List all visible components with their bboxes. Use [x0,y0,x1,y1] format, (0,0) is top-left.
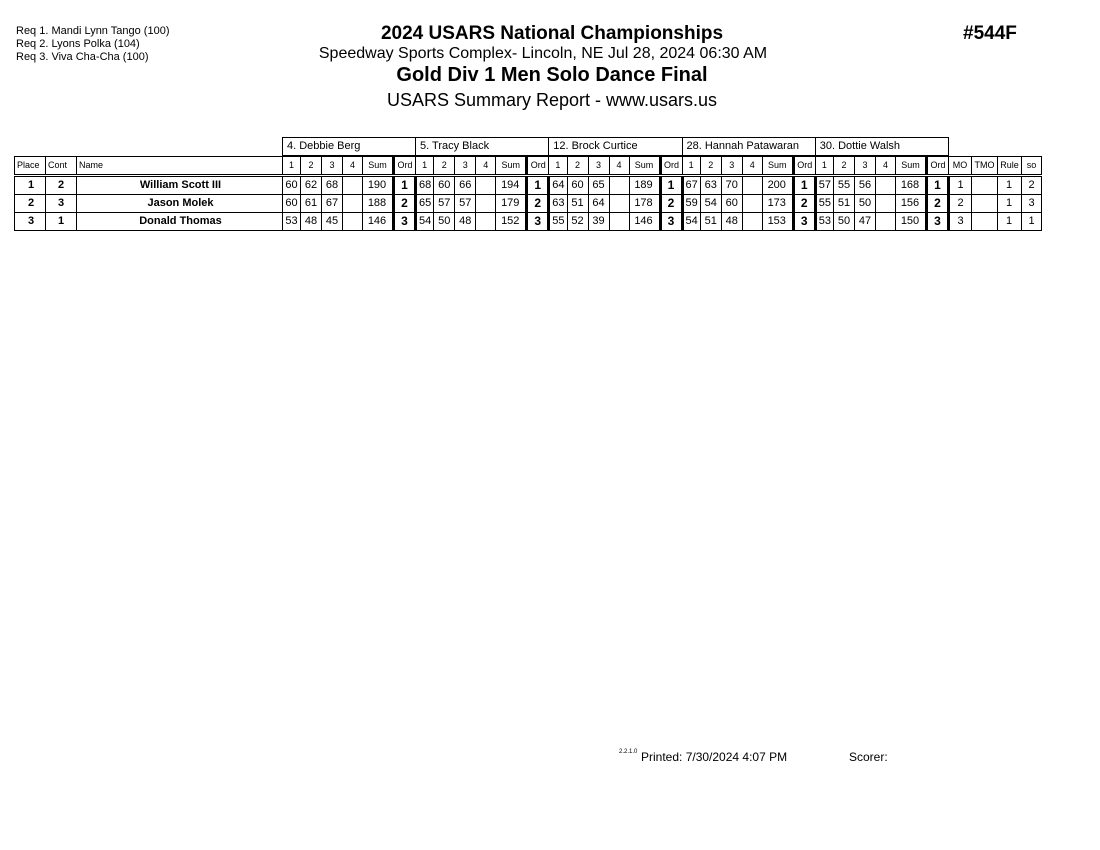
request-line-2: Req 2. Lyons Polka (104) [16,38,140,50]
score-cell [476,176,496,195]
contestant-number-cell: 3 [46,195,77,213]
col-header-judge-2-3: 3 [455,156,476,176]
score-cell: 60 [721,195,742,213]
col-header-judge-3-4: 4 [609,156,629,176]
score-cell: 48 [721,213,742,231]
ordinal-cell: 2 [394,195,416,213]
score-cell: 48 [455,213,476,231]
col-header-judge-5-1: 1 [815,156,833,176]
sum-cell: 146 [629,213,660,231]
score-cell: 68 [322,176,343,195]
score-cell: 70 [721,176,742,195]
sum-cell: 189 [629,176,660,195]
col-header-judge-3-1: 1 [549,156,567,176]
score-cell: 65 [588,176,609,195]
score-cell: 67 [682,176,700,195]
col-header-mo: MO [949,156,972,176]
score-cell [742,176,762,195]
place-cell: 3 [15,213,46,231]
ordinal-cell: 3 [660,213,682,231]
score-cell: 55 [549,213,567,231]
score-cell: 50 [434,213,455,231]
sum-cell: 190 [363,176,394,195]
col-header-judge-5-ord: Ord [927,156,949,176]
col-header-judge-1-2: 2 [301,156,322,176]
score-cell: 53 [815,213,833,231]
score-cell [742,195,762,213]
col-header-judge-2-1: 1 [416,156,434,176]
venue-line: Speedway Sports Complex- Lincoln, NE Jul 28, 2024 06:30 AM [318,45,768,62]
col-header-judge-1-3: 3 [322,156,343,176]
ordinal-cell: 2 [793,195,815,213]
col-header-judge-5-4: 4 [876,156,896,176]
col-header-judge-2-ord: Ord [527,156,549,176]
request-line-1: Req 1. Mandi Lynn Tango (100) [16,25,170,37]
mo-cell: 2 [949,195,972,213]
col-header-judge-4-3: 3 [721,156,742,176]
judge-name: 28. Hannah Patawaran [682,138,815,157]
col-header-judge-3-sum: Sum [629,156,660,176]
score-cell [609,176,629,195]
ordinal-cell: 2 [527,195,549,213]
ordinal-cell: 3 [927,213,949,231]
table-row [15,176,1042,195]
col-header-judge-3-2: 2 [567,156,588,176]
scorer-label: Scorer: [849,750,888,764]
col-header-name: Name [77,156,283,176]
table-row [15,213,1042,231]
score-cell: 45 [322,213,343,231]
score-cell [476,195,496,213]
sum-cell: 188 [363,195,394,213]
col-header-place: Place [15,156,46,176]
col-header-judge-2-2: 2 [434,156,455,176]
score-cell: 57 [434,195,455,213]
col-header-cont: Cont [46,156,77,176]
place-cell: 2 [15,195,46,213]
request-line-3: Req 3. Viva Cha-Cha (100) [16,51,149,63]
col-header-judge-1-sum: Sum [363,156,394,176]
score-cell: 39 [588,213,609,231]
score-cell: 55 [815,195,833,213]
ordinal-cell: 1 [927,176,949,195]
skater-name-cell: William Scott III [77,176,283,195]
score-cell [609,213,629,231]
judge-header-row [15,138,1042,157]
ordinal-cell: 3 [394,213,416,231]
score-cell: 52 [567,213,588,231]
judge-name: 12. Brock Curtice [549,138,682,157]
col-header-judge-4-2: 2 [700,156,721,176]
score-cell [609,195,629,213]
sum-cell: 194 [496,176,527,195]
score-cell: 51 [834,195,855,213]
score-cell: 48 [301,213,322,231]
judge-name: 30. Dottie Walsh [815,138,948,157]
col-header-judge-5-sum: Sum [896,156,927,176]
ordinal-cell: 1 [527,176,549,195]
col-header-judge-4-4: 4 [742,156,762,176]
score-cell [876,213,896,231]
ordinal-cell: 3 [793,213,815,231]
col-header-judge-1-1: 1 [283,156,301,176]
sum-cell: 178 [629,195,660,213]
col-header-judge-4-1: 1 [682,156,700,176]
sum-cell: 150 [896,213,927,231]
report-line: USARS Summary Report - www.usars.us [386,90,718,110]
score-cell: 56 [855,176,876,195]
event-title: Gold Div 1 Men Solo Dance Final [396,64,708,86]
score-cell: 60 [283,195,301,213]
score-cell: 59 [682,195,700,213]
score-cell: 63 [700,176,721,195]
score-cell [343,213,363,231]
col-header-judge-4-sum: Sum [762,156,793,176]
judge-name: 4. Debbie Berg [283,138,416,157]
col-header-so: so [1022,156,1042,176]
so-cell: 3 [1022,195,1042,213]
table-row [15,195,1042,213]
rule-cell: 1 [998,176,1022,195]
score-cell: 54 [416,213,434,231]
score-cell: 64 [549,176,567,195]
score-cell: 57 [455,195,476,213]
col-header-judge-1-ord: Ord [394,156,416,176]
place-cell: 1 [15,176,46,195]
contestant-number-cell: 2 [46,176,77,195]
col-header-judge-3-ord: Ord [660,156,682,176]
score-cell: 51 [567,195,588,213]
score-cell: 61 [301,195,322,213]
ordinal-cell: 1 [793,176,815,195]
score-cell: 67 [322,195,343,213]
score-cell [476,213,496,231]
blank-cell [949,138,1042,157]
sum-cell: 156 [896,195,927,213]
col-header-judge-2-sum: Sum [496,156,527,176]
ordinal-cell: 1 [394,176,416,195]
score-cell: 60 [434,176,455,195]
score-cell: 54 [682,213,700,231]
score-cell: 51 [700,213,721,231]
score-cell: 62 [301,176,322,195]
col-header-rule: Rule [998,156,1022,176]
score-cell: 47 [855,213,876,231]
sum-cell: 173 [762,195,793,213]
mo-cell: 1 [949,176,972,195]
col-header-tmo: TMO [972,156,998,176]
col-header-judge-3-3: 3 [588,156,609,176]
tmo-cell [972,213,998,231]
skater-name-cell: Donald Thomas [77,213,283,231]
score-cell [742,213,762,231]
championship-title: 2024 USARS National Championships [380,23,724,44]
sum-cell: 168 [896,176,927,195]
score-cell: 53 [283,213,301,231]
blank-cell [15,138,283,157]
skater-name-cell: Jason Molek [77,195,283,213]
score-cell: 55 [834,176,855,195]
score-cell [876,195,896,213]
sum-cell: 146 [363,213,394,231]
sum-cell: 179 [496,195,527,213]
col-header-judge-5-3: 3 [855,156,876,176]
so-cell: 2 [1022,176,1042,195]
score-cell: 63 [549,195,567,213]
ordinal-cell: 2 [660,195,682,213]
score-cell: 64 [588,195,609,213]
judge-name: 5. Tracy Black [416,138,549,157]
sum-cell: 152 [496,213,527,231]
tmo-cell [972,176,998,195]
score-cell [343,176,363,195]
col-header-judge-2-4: 4 [476,156,496,176]
version-code: 2.2.1.0 [619,749,638,755]
score-cell [343,195,363,213]
contestant-number-cell: 1 [46,213,77,231]
ordinal-cell: 1 [660,176,682,195]
rule-cell: 1 [998,195,1022,213]
sum-cell: 200 [762,176,793,195]
mo-cell: 3 [949,213,972,231]
so-cell: 1 [1022,213,1042,231]
score-cell: 60 [567,176,588,195]
ordinal-cell: 3 [527,213,549,231]
score-cell: 65 [416,195,434,213]
printed-timestamp: Printed: 7/30/2024 4:07 PM [641,750,788,764]
score-cell: 60 [283,176,301,195]
event-number: #544F [963,23,1017,44]
ordinal-cell: 2 [927,195,949,213]
score-cell [876,176,896,195]
column-header-row [15,156,1042,176]
col-header-judge-5-2: 2 [834,156,855,176]
tmo-cell [972,195,998,213]
score-cell: 54 [700,195,721,213]
col-header-judge-1-4: 4 [343,156,363,176]
score-cell: 57 [815,176,833,195]
results-table [14,137,1042,231]
score-cell: 68 [416,176,434,195]
score-cell: 50 [855,195,876,213]
score-cell: 66 [455,176,476,195]
sum-cell: 153 [762,213,793,231]
score-cell: 50 [834,213,855,231]
col-header-judge-4-ord: Ord [793,156,815,176]
rule-cell: 1 [998,213,1022,231]
